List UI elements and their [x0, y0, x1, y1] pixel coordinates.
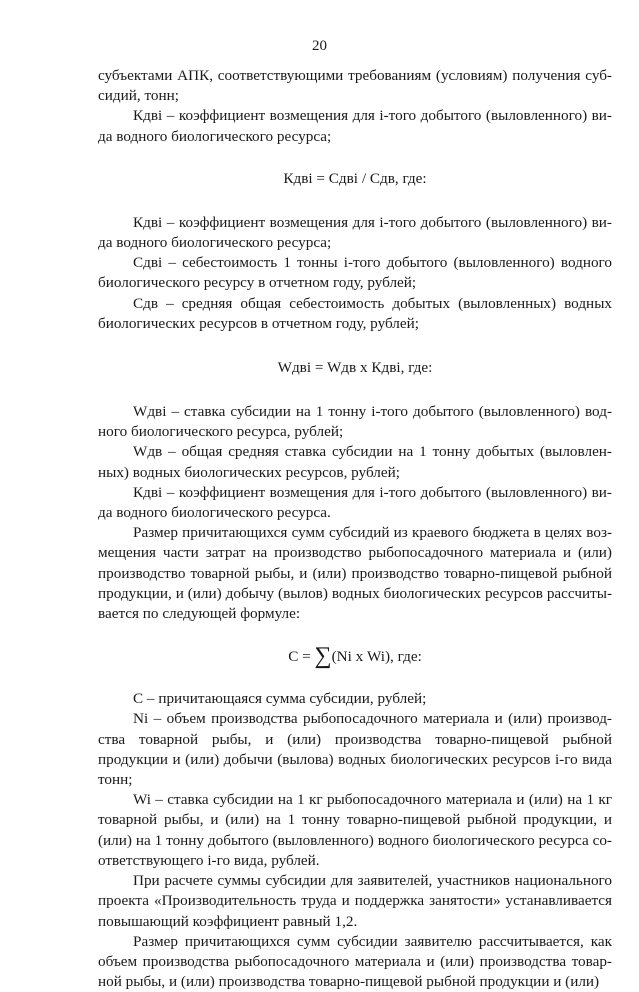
paragraph: Кдвi – коэффициент возмещения для i-того добытого (выловленного) ви-да водного биологического ресурса;	[98, 213, 612, 252]
paragraph: Wдвi – ставка субсидии на 1 тонну i-того добытого (выловленного) вод-ного биологического ресурса, рублей;	[98, 403, 612, 441]
paragraph: субъектами АПК, соответствующими требованиям (условиям) получения суб-сидий, тонн;	[98, 67, 612, 105]
formula-right: (Ni х Wi), где:	[331, 648, 422, 666]
paragraph: Wi – ставка субсидии на 1 кг рыбопосадочного материала и (или) на 1 кг товарной рыбы, и (или) на 1 тонну товарно-пищевой рыбной продукции, и (или) на 1 тонну добытого (выловленного) водного биологического ресурса со-ответствующего i-го вида, рублей.	[98, 791, 612, 869]
sum-symbol: ∑	[314, 643, 332, 670]
paragraph: Сдв – средняя общая себестоимость добытых (выловленных) водных биологических ресурсов в отчетном году, рублей;	[98, 294, 612, 332]
paragraph: Кдвi – коэффициент возмещения для i-того добытого (выловленного) ви-да водного биологического ресурса;	[98, 107, 612, 145]
paragraph: Кдвi – коэффициент возмещения для i-того добытого (выловленного) ви-да водного биологического ресурса.	[98, 483, 612, 522]
paragraph: Wдв – общая средняя ставка субсидии на 1 тонну добытых (выловлен-ных) водных биологических ресурсов, рублей;	[98, 443, 612, 481]
paragraph: С – причитающаяся сумма субсидии, рублей;	[133, 690, 427, 708]
paragraph: Размер причитающихся сумм субсидии заявителю рассчитывается, как объем производства рыбопосадочного материала и (или) производства товар-ной рыбы, и (или) производства товарно-пищевой рыбной продукции и (или)	[98, 932, 612, 991]
formula-kdvi: Кдвi = Сдвi / Сдв, где:	[283, 169, 427, 187]
paragraph: Сдвi – себестоимость 1 тонны i-того добытого (выловленного) водного биологического ресурсу в отчетном году, рублей;	[98, 254, 612, 292]
paragraph: Размер причитающихся сумм субсидий из краевого бюджета в целях воз-мещения части затрат на производство рыбопосадочного материала и (или) производство товарной рыбы, и (или) производство товарно-пищевой рыбной продукции, и (или) добычу (вылов) водных биологических ресурсов рассчиты-вается по следующей формуле:	[98, 524, 612, 623]
formula-subsidy-sum	[98, 643, 612, 670]
document-body	[98, 66, 612, 992]
formula-left: С =	[288, 648, 315, 666]
paragraph: Ni – объем производства рыбопосадочного материала и (или) производ-ства товарной рыбы, и (или) производства товарно-пищевой рыбной продукции и (или) добычи (вылова) водных биологических ресурсов i-го вида тонн;	[98, 710, 612, 789]
page-number: 20	[312, 38, 327, 54]
formula-wdvi: Wдвi = Wдв х Кдвi, где:	[277, 359, 433, 377]
paragraph: При расчете суммы субсидии для заявителей, участников национального проекта «Производительность труда и поддержка занятости» устанавливается повышающий коэффициент равный 1,2.	[98, 872, 612, 930]
